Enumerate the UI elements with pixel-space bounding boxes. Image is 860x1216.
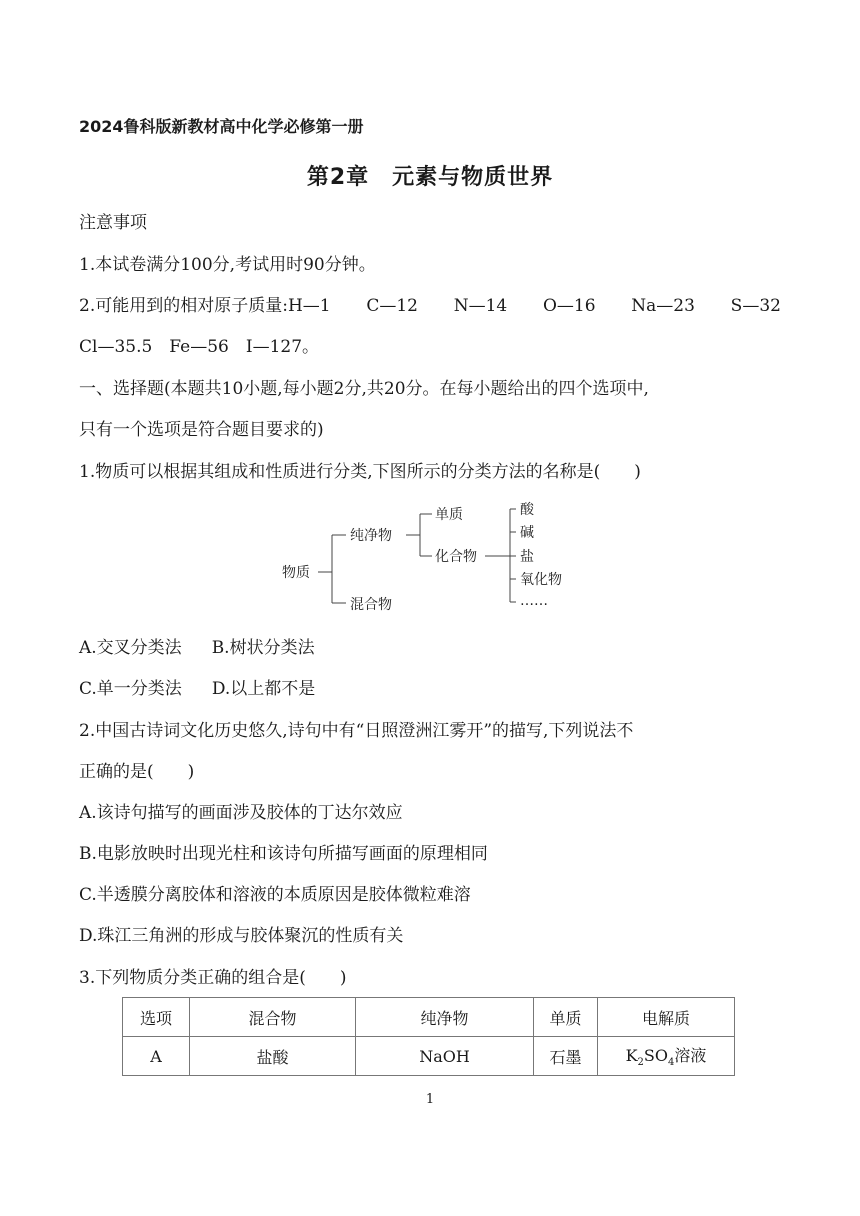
question-2-option-b: B.电影放映时出现光柱和该诗句所描写画面的原理相同 bbox=[79, 844, 488, 864]
table-cell-pure: NaOH bbox=[356, 1037, 534, 1076]
table-cell-mixture: 盐酸 bbox=[190, 1037, 356, 1076]
question-2-option-a: A.该诗句描写的画面涉及胶体的丁达尔效应 bbox=[79, 803, 403, 823]
question-1-options-ab bbox=[79, 637, 315, 659]
mass-n: N—14 bbox=[453, 296, 508, 316]
question-2-option-c: C.半透膜分离胶体和溶液的本质原因是胶体微粒难溶 bbox=[79, 885, 471, 905]
tree-node-pure: 纯净物 bbox=[350, 528, 392, 544]
question-1-options-cd bbox=[79, 678, 315, 700]
tree-node-element: 单质 bbox=[435, 507, 463, 523]
table-cell-electrolyte: $K_2SO_4$溶液 bbox=[598, 1037, 735, 1076]
tree-node-compound: 化合物 bbox=[435, 549, 477, 565]
table-header-electrolyte: 电解质 bbox=[598, 998, 735, 1037]
table-cell-element: 石墨 bbox=[534, 1037, 598, 1076]
question-1-option-b: B.树状分类法 bbox=[211, 638, 315, 658]
classification-tree-diagram bbox=[270, 497, 610, 622]
tree-leaf-acid: 酸 bbox=[520, 502, 534, 518]
question-2-option-d: D.珠江三角洲的形成与胶体聚沉的性质有关 bbox=[79, 926, 404, 946]
question-3-table bbox=[122, 997, 735, 1076]
table-header-pure: 纯净物 bbox=[356, 998, 534, 1037]
section-1-instructions-line2: 只有一个选项是符合题目要求的) bbox=[79, 420, 324, 440]
section-1-instructions-line1: 一、选择题(本题共10小题,每小题2分,共20分。在每小题给出的四个选项中, bbox=[79, 379, 649, 399]
document-header: 2024鲁科版新教材高中化学必修第一册 bbox=[79, 117, 364, 136]
mass-na: Na—23 bbox=[631, 296, 695, 316]
notes-masses-line2: Cl—35.5 Fe—56 I—127。 bbox=[79, 337, 320, 357]
tree-leaf-base: 碱 bbox=[520, 525, 534, 541]
mass-s: S—32 bbox=[730, 296, 781, 316]
notes-item-2-prefix: 2.可能用到的相对原子质量:H—1 bbox=[79, 296, 331, 316]
table-header-mixture: 混合物 bbox=[190, 998, 356, 1037]
page-number: 1 bbox=[425, 1092, 435, 1107]
notes-heading: 注意事项 bbox=[79, 213, 147, 233]
table-header-row bbox=[123, 998, 735, 1037]
question-2-stem-line1: 2.中国古诗词文化历史悠久,诗句中有“日照澄洲江雾开”的描写,下列说法不 bbox=[79, 721, 634, 741]
tree-leaf-oxide: 氧化物 bbox=[520, 572, 562, 588]
question-3-stem: 3.下列物质分类正确的组合是( ) bbox=[79, 968, 347, 988]
question-1-option-a: A.交叉分类法 bbox=[79, 638, 182, 658]
notes-item-1: 1.本试卷满分100分,考试用时90分钟。 bbox=[79, 255, 376, 275]
tree-leaf-salt: 盐 bbox=[520, 549, 534, 565]
table-header-element: 单质 bbox=[534, 998, 598, 1037]
table-header-option: 选项 bbox=[123, 998, 190, 1037]
chapter-title: 第2章 元素与物质世界 bbox=[306, 165, 554, 190]
notes-item-2 bbox=[79, 295, 781, 317]
mass-c: C—12 bbox=[366, 296, 418, 316]
question-1-option-d: D.以上都不是 bbox=[211, 679, 316, 699]
tree-leaf-ellipsis: …… bbox=[520, 593, 548, 609]
question-2-stem-line2: 正确的是( ) bbox=[79, 762, 195, 782]
question-1-option-c: C.单一分类法 bbox=[79, 679, 182, 699]
question-1-stem: 1.物质可以根据其组成和性质进行分类,下图所示的分类方法的名称是( ) bbox=[79, 462, 641, 482]
mass-o: O—16 bbox=[542, 296, 596, 316]
table-cell-option: A bbox=[123, 1037, 190, 1076]
tree-node-mixture: 混合物 bbox=[350, 597, 392, 613]
table-row bbox=[123, 1037, 735, 1076]
tree-node-root: 物质 bbox=[282, 565, 310, 581]
